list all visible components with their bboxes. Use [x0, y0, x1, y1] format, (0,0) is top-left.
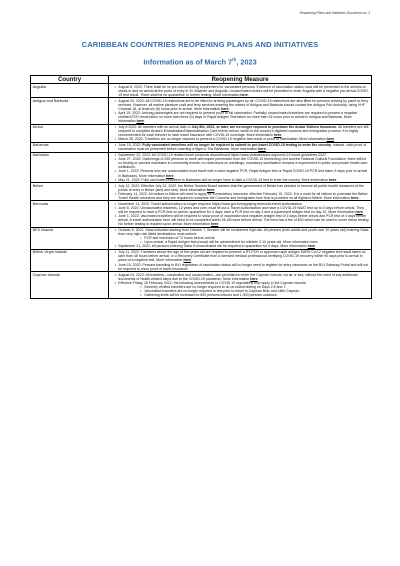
- measure-text: June 1, 2022: Vaccinated travellers will be required to show proof of vaccination and negative antigen test of 2 days before arrival and PCR test of 4 days before arrival. A travel authorization form will need to be completed within 24-48 hours before arrival. The form has a fee of $40 which can be used to cover return testing. No further testing is required upon arrival. More information: [118, 213, 370, 227]
- measure-text-end: .: [336, 177, 338, 182]
- sub-list: [118, 285, 369, 297]
- measure-text-end: .: [214, 187, 216, 192]
- country-cell: British Virgin Islands: [31, 249, 109, 271]
- measure-list: [111, 273, 370, 298]
- more-info-link[interactable]: here: [210, 222, 219, 227]
- country-cell: Antigua and Barbuda: [31, 98, 109, 124]
- sub-list: [118, 236, 369, 244]
- table-row: [31, 183, 372, 201]
- measure-list: [111, 143, 370, 151]
- measure-item: [115, 184, 370, 192]
- country-cell: BES Islands: [31, 227, 109, 249]
- measure-text-end: .: [334, 137, 336, 142]
- more-info-link[interactable]: here: [258, 147, 266, 152]
- measure-text-end: .: [218, 222, 220, 227]
- measure-cell: [109, 98, 372, 124]
- more-info-link[interactable]: here: [326, 137, 335, 142]
- measure-text: June 19, 2022:: [118, 143, 143, 148]
- measure-text-end: .: [265, 147, 267, 152]
- measure-cell: [109, 272, 372, 298]
- sub-list-item: • Gathering limits will be increased to 500 persons indoors and 1,000 persons outdoors.: [140, 293, 369, 297]
- more-info-link[interactable]: here: [250, 276, 258, 281]
- sub-list-item: • Vaccinated travellers are no longer required to test prior to travel to Cayman Brac and Little Cayman.: [140, 289, 369, 293]
- measure-text-end: .: [315, 244, 316, 249]
- country-cell: Bermuda: [31, 201, 109, 227]
- measure-text-end: .: [143, 119, 145, 124]
- measure-text: August 24, 2022: All travelers—vaccinated and unvaccinated—are permitted to enter the Cayman Islands, via air or sea, without the need of any additional documents or health-related steps due to the COVID-19 pandemic. More information: [118, 272, 358, 281]
- country-cell: Aruba: [31, 124, 109, 142]
- measure-item: [115, 99, 370, 111]
- measure-item: [115, 143, 370, 151]
- measure-cell: [109, 249, 372, 271]
- measure-cell: [109, 152, 372, 182]
- column-header-measure: Reopening Measure: [109, 76, 372, 84]
- measure-item: [115, 169, 370, 177]
- more-info-link[interactable]: here: [273, 133, 282, 138]
- more-info-link[interactable]: here: [328, 177, 337, 182]
- measure-text-end: .: [281, 133, 283, 138]
- more-info-link[interactable]: here: [355, 209, 363, 214]
- measure-cell: [109, 124, 372, 142]
- sub-list-item: • Upon arrival, a Rapid Antigen test (nasal) will be administered for children 2-10 years old. More information here.: [140, 240, 369, 244]
- sub-list-item: • PCR test maximum of 72 hours before arrival.: [140, 236, 369, 240]
- measure-text-end: .: [228, 106, 230, 111]
- measure-text-end: .: [247, 92, 249, 97]
- measure-text: September 22, 2022: All COVID-19 related travel protocols discontinued https://www.visitbarbados.org/covid-19-travel-guidelines-2022: [118, 153, 327, 158]
- measure-text-end: .: [173, 173, 175, 178]
- measure-item: [115, 125, 370, 137]
- more-info-link[interactable]: here: [166, 173, 174, 178]
- more-info-link[interactable]: here: [351, 195, 359, 200]
- country-cell: Cayman Islands: [31, 272, 109, 298]
- measure-item: [115, 206, 370, 214]
- measure-item: [115, 281, 370, 297]
- subtitle-suffix: th: [232, 57, 237, 62]
- sub-list-item: • Securely verified travellers are no longer required to do on-island testing on Days 2,5 and 7.: [140, 285, 369, 289]
- subtitle-text: Information as of March 7: [143, 57, 233, 67]
- reopening-table: [30, 75, 372, 299]
- measure-list: [111, 125, 370, 141]
- measure-text-end: .: [190, 258, 192, 263]
- measure-cell: [109, 142, 372, 152]
- measure-text-continued: Instead, valid proof of vaccination must be presented before boarding a flight to The Bahamas. More information: [118, 143, 367, 152]
- country-cell: Barbados: [31, 152, 109, 182]
- measure-text: May 21, 2022: Fully vaccinated travelers to Barbados will no longer have to take a COVID-19 test to enter the country. More information: [118, 177, 329, 182]
- measure-text: June 1, 2022: Persons who are unvaccinated must travel with a valid negative PCR, Rapid Antigen test or Rapid COVID-19 PCR test taken 3 days prior to arrival in Barbados. More information: [118, 169, 368, 178]
- measure-text: June 27, 2022: Gatherings of 250 persons or more will require permission from the COVID-19 Monitoring Unit and the National Cultural Foundation, there will be no testing or vaccine mandates in community events, no restrictions on weddings, mandatory sanitization remains a requirement in public and private health care institutions.: [118, 157, 368, 170]
- measure-text: November 14, 2022: Travel authorization no longer required https://www.gov.bm/applying-bermuda-travel-authorisation: [118, 201, 302, 206]
- running-header: Reopening Plans and Initiatives Document no. 3: [299, 11, 370, 15]
- table-row: [31, 98, 372, 124]
- measure-cell: [109, 227, 372, 249]
- measure-text-continued: . All travelers are still required to complete Aruba's Embarkation/Disembarkation Card before arrival, which is the country's digitized customs and immigration process. It is highly recommended for each traveler to have travel insurance with COVID-19 coverage. More information: [118, 124, 369, 138]
- measure-cell: [109, 84, 372, 98]
- document-title: CARIBBEAN COUNTRIES REOPENING PLANS AND INITIATIVES: [81, 40, 319, 49]
- measure-item: [115, 273, 370, 281]
- measure-text: July 12, 2022: Effective July 12, 2022, the Belize Tourism Board advises that the government of Belize has decided to remove all public health measures at the points of entry in Belize (land and sea). More information: [118, 183, 364, 192]
- measure-list: [111, 153, 370, 182]
- measure-text: June 15, 2022: Persons travelling to BVI regardless of vaccination status will no longer need to register for entry clearance on the BVI Gateway Portal and will not be required to show proof of travel insurance.: [118, 262, 369, 271]
- measure-list: [111, 99, 370, 124]
- column-header-country: Country: [31, 76, 109, 84]
- more-info-link[interactable]: here: [136, 119, 144, 124]
- measure-item: [115, 137, 370, 141]
- measure-item: [115, 192, 370, 200]
- table-row: [31, 152, 372, 182]
- measure-emphasis: Fully vaccinated travellers will no longer be required to submit to pre-travel COVID-19 testing to enter the country.: [142, 143, 332, 148]
- measure-text: October 5, 2021: Saba indicated starting from October 7, Bonaire will be considered high risk. All persons (both adults and youth over 10 years old) entering Saba from very high-risk listed destinations must submit:: [118, 228, 369, 237]
- table-row: [31, 142, 372, 152]
- measure-text: April 19, 2022: Arriving passengers are not required to present proof of full vaccination. Partially/ unvaccinated travellers are required to present a negative certified PCR result taken no more than three (3) days or Rapid Antigen Test taken no more than 24 hours prior to arrival in Antigua and Barbuda. More information: [118, 110, 358, 124]
- table-row: [31, 227, 372, 249]
- more-info-link[interactable]: here: [240, 92, 248, 97]
- table-row: [31, 272, 372, 298]
- measure-item: [115, 157, 370, 169]
- measure-text: August 29, 2022: All COVID-19 restrictions are to be lifted for arriving passengers by air. COVID-19 restrictions are also lifted for persons arriving by yacht or ferry services. However, all marine pleasure craft and ferry services entering the waters of Antigua and Barbuda should contact the Antigua Port Authority, using VHF Channel 16, at least six (6) hours prior to arrival. More information: [118, 98, 369, 111]
- measure-item: [115, 85, 370, 97]
- measure-item: [115, 250, 370, 262]
- table-row: [31, 84, 372, 98]
- measure-text-end: .: [362, 209, 364, 214]
- subtitle-year: , 2023: [236, 57, 257, 67]
- more-info-link[interactable]: here: [183, 258, 191, 263]
- measure-text: March 28, 2022: Travellers are no longer required to present a COVID-19 negative test result or proof of vaccination. More information: [118, 137, 327, 142]
- country-cell: Anguilla: [31, 84, 109, 98]
- measure-item: [115, 111, 370, 123]
- measure-cell: [109, 183, 372, 201]
- measure-text-end: .: [257, 276, 259, 281]
- country-cell: Belize: [31, 183, 109, 201]
- measure-item: [115, 214, 370, 226]
- more-info-link[interactable]: here: [221, 106, 229, 111]
- measure-cell: [109, 201, 372, 227]
- table-row: [31, 201, 372, 227]
- measure-list: [111, 202, 370, 227]
- table-row: [31, 249, 372, 271]
- measure-text: August 8, 2022: There shall be no pre-arrival testing requirement for vaccinated persons. Evidence of vaccination status must still be presented to the airlines on check-in and on arrival at the ports of entry in St. Maarten and Anguilla. Unvaccinated visitors will be permitted to enter Anguilla with a negative pre-arrival COVID-19 test result. There shall be no quarantine or further testing. More information: [118, 84, 370, 97]
- measure-list: [111, 228, 370, 248]
- more-info-link[interactable]: here: [207, 187, 215, 192]
- measure-text: July 8 2022: All travelers with an arrival date of: [118, 124, 192, 129]
- measure-text: September 21, 2021: All persons entering Saba if unvaccinated will be required to quarantine for 5 days. More information: [118, 244, 308, 249]
- measure-item: [115, 228, 370, 244]
- measure-text: February 14, 2022: All visitors to Belize will need to apply for a mandatory insurance effective February 15, 2022. It is a must for all visitors to purchase the Belize Travel Health Insurance and they are required to complete the Customs and Immigration form that is provided on all flights to Belize. More information: [118, 191, 368, 200]
- measure-text: June 8, 2022: Unvaccinated residents, 12 years and over, must fill out a Travel Authorisation and have a COVID-19 NAAT test up to 4 days before arrival. They will be required to have a PCR test on arrival, quarantine for 4 days, take a PCR test on day 4 and a supervised antigen test on day 10. More information: [118, 205, 364, 214]
- table-row: [31, 124, 372, 142]
- measure-text: Effective Friday, 18 February 2022, the following amendments to COVID 19 regulations now apply in the Cayman Islands:: [118, 280, 307, 285]
- document-subtitle: [0, 57, 400, 66]
- measure-list: [111, 184, 370, 200]
- country-cell: Bahamas: [31, 142, 109, 152]
- measure-item: [115, 178, 370, 182]
- table-body: [31, 84, 372, 298]
- more-info-link[interactable]: here: [307, 244, 315, 249]
- measure-item: [115, 244, 370, 248]
- measure-text-end: .: [358, 195, 360, 200]
- measure-list: [111, 250, 370, 270]
- table-header-row: [31, 76, 372, 84]
- measure-list: [111, 85, 370, 97]
- measure-text: July 11, 2022: Travellers above the age of five years old are required to present: a RT-PCR or approved rapid antigen SARS CoV-2 negative test result taken no later than 48 hours before arrival; or a Recovery Certificate from a licensed medical professional certifying COVID-19 recovery within 90 days prior to arrival in place of a negative test. More information: [118, 250, 366, 263]
- measure-item: [115, 263, 370, 271]
- measure-emphasis: July 8th, 2022, or later, are no longer required to purchase the Aruba Visitors Insurance: [191, 124, 337, 129]
